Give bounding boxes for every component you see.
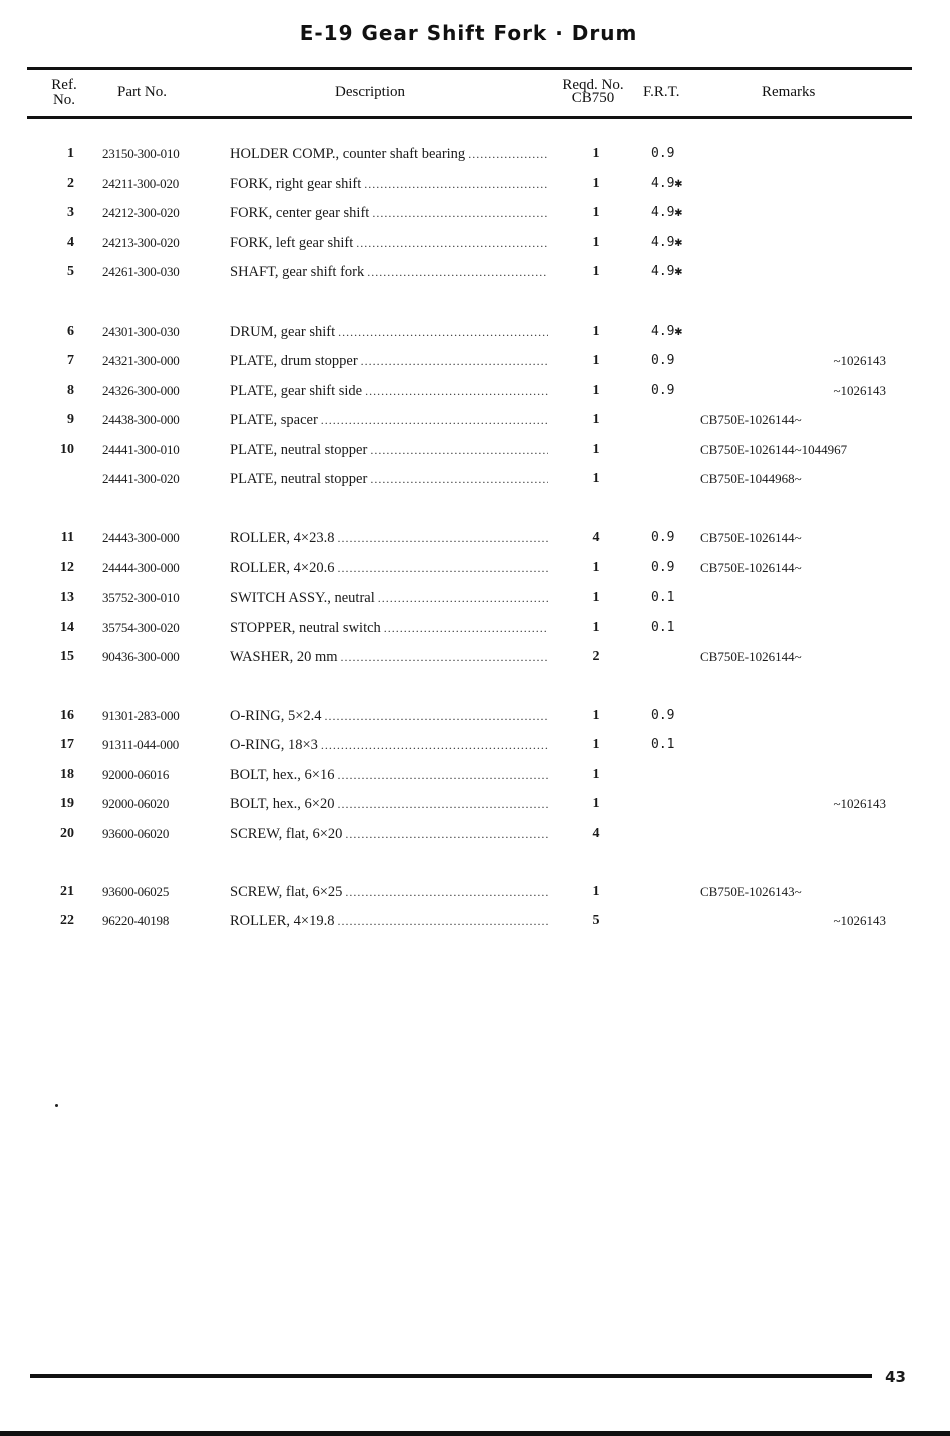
row-description (230, 620, 548, 637)
row-remarks: CB750E-1026144~ (700, 560, 802, 575)
row-description-text: HOLDER COMP., counter shaft bearing (230, 146, 466, 162)
row-part-number: 93600-06025 (102, 884, 170, 899)
row-part-number: 24443-300-000 (102, 530, 180, 545)
row-frt: 0.9 (651, 560, 675, 575)
row-description (230, 884, 548, 901)
row-description-text: FORK, right gear shift (230, 176, 362, 192)
row-part-number: 24213-300-020 (102, 235, 180, 250)
row-remarks: CB750E-1026143~ (700, 884, 802, 899)
row-description-text: SCREW, flat, 6×20 (230, 826, 343, 842)
dot-leader (367, 264, 548, 281)
stray-ink-dot (55, 1104, 58, 1107)
row-remarks: ~1026143 (833, 913, 886, 928)
page-title: E-19 Gear Shift Fork · Drum (299, 21, 638, 45)
row-ref-no: 13 (60, 590, 74, 605)
row-part-number: 96220-40198 (102, 913, 170, 928)
row-ref-no: 12 (60, 560, 74, 575)
row-description (230, 205, 548, 222)
dot-leader (337, 796, 548, 813)
row-quantity: 1 (592, 620, 600, 635)
row-quantity: 1 (592, 560, 600, 575)
row-remarks: CB750E-1026144~1044967 (700, 442, 848, 457)
row-description-text: PLATE, drum stopper (230, 353, 358, 369)
row-ref-no: 16 (60, 708, 74, 723)
row-ref-no: 17 (60, 737, 74, 752)
row-ref-no: 15 (60, 649, 74, 664)
row-quantity: 1 (592, 205, 600, 220)
row-part-number: 24301-300-030 (102, 324, 180, 339)
dot-leader (325, 708, 548, 725)
row-quantity: 4 (592, 530, 600, 545)
row-quantity: 1 (592, 590, 600, 605)
row-ref-no: 1 (67, 146, 74, 161)
row-frt: 4.9✱ (651, 324, 683, 339)
row-description-text: BOLT, hex., 6×16 (230, 767, 335, 783)
row-ref-no: 21 (60, 884, 74, 899)
row-description-text: O-RING, 18×3 (230, 737, 318, 753)
row-frt: 0.9 (651, 708, 675, 723)
row-frt: 4.9✱ (651, 205, 683, 220)
row-remarks: ~1026143 (833, 796, 886, 811)
row-quantity: 1 (592, 767, 600, 782)
row-description-text: STOPPER, neutral switch (230, 620, 381, 636)
row-ref-no: 8 (67, 383, 74, 398)
row-description (230, 530, 548, 547)
row-part-number: 24211-300-020 (102, 176, 180, 191)
dot-leader (364, 176, 548, 193)
dot-leader (370, 471, 548, 488)
row-part-number: 93600-06020 (102, 826, 170, 841)
row-part-number: 35754-300-020 (102, 620, 180, 635)
row-remarks: ~1026143 (833, 353, 886, 368)
row-ref-no: 5 (67, 264, 74, 279)
row-description (230, 913, 548, 930)
row-description (230, 235, 548, 252)
dot-leader (356, 235, 548, 252)
row-description-text: O-RING, 5×2.4 (230, 708, 322, 724)
row-description (230, 176, 548, 193)
row-quantity: 1 (592, 471, 600, 486)
row-quantity: 5 (592, 913, 600, 928)
dot-leader (337, 767, 548, 784)
column-header-description: Description (335, 84, 405, 100)
row-description (230, 649, 548, 666)
row-description (230, 708, 548, 725)
row-part-number: 24212-300-020 (102, 205, 180, 220)
row-part-number: 24441-300-010 (102, 442, 180, 457)
row-ref-no: 18 (60, 767, 74, 782)
row-quantity: 1 (592, 737, 600, 752)
row-quantity: 2 (592, 649, 600, 664)
row-description (230, 826, 548, 843)
row-description-text: ROLLER, 4×23.8 (230, 530, 335, 546)
row-frt: 4.9✱ (651, 264, 683, 279)
row-part-number: 92000-06020 (102, 796, 170, 811)
row-ref-no: 20 (60, 826, 74, 841)
row-remarks: CB750E-1026144~ (700, 412, 802, 427)
row-description (230, 412, 548, 429)
row-description-text: BOLT, hex., 6×20 (230, 796, 335, 812)
dot-leader (321, 412, 548, 429)
dot-leader (370, 442, 548, 459)
dot-leader (345, 826, 548, 843)
row-description (230, 796, 548, 813)
row-ref-no: 6 (67, 324, 74, 339)
row-description (230, 264, 548, 281)
row-ref-no: 9 (67, 412, 74, 427)
row-description-text: FORK, left gear shift (230, 235, 354, 251)
row-ref-no: 22 (60, 913, 74, 928)
row-quantity: 1 (592, 884, 600, 899)
row-remarks: CB750E-1026144~ (700, 649, 802, 664)
row-part-number: 24441-300-020 (102, 471, 180, 486)
row-description (230, 146, 548, 163)
row-description-text: WASHER, 20 mm (230, 649, 338, 665)
row-remarks: CB750E-1044968~ (700, 471, 802, 486)
row-quantity: 1 (592, 796, 600, 811)
row-description (230, 471, 548, 488)
row-description (230, 590, 548, 607)
row-quantity: 1 (592, 708, 600, 723)
dot-leader (337, 913, 548, 930)
row-frt: 0.9 (651, 146, 675, 161)
row-frt: 0.1 (651, 620, 675, 635)
column-header-frt: F.R.T. (643, 84, 680, 100)
row-description-text: ROLLER, 4×20.6 (230, 560, 335, 576)
dot-leader (321, 737, 548, 754)
row-frt: 0.1 (651, 590, 675, 605)
row-part-number: 35752-300-010 (102, 590, 180, 605)
row-quantity: 1 (592, 146, 600, 161)
row-description-text: DRUM, gear shift (230, 324, 336, 340)
row-description (230, 442, 548, 459)
row-description (230, 560, 548, 577)
dot-leader (384, 620, 548, 637)
column-header-ref-line1: Ref. (51, 77, 77, 93)
dot-leader (341, 649, 548, 666)
dot-leader (338, 324, 548, 341)
row-part-number: 24261-300-030 (102, 264, 180, 279)
row-part-number: 23150-300-010 (102, 146, 180, 161)
row-part-number: 91301-283-000 (102, 708, 180, 723)
column-header-remarks: Remarks (762, 84, 816, 100)
dot-leader (372, 205, 548, 222)
row-quantity: 1 (592, 324, 600, 339)
footer-rule (30, 1374, 872, 1378)
row-part-number: 24444-300-000 (102, 560, 180, 575)
dot-leader (468, 146, 548, 163)
row-ref-no: 4 (67, 235, 74, 250)
row-part-number: 91311-044-000 (102, 737, 180, 752)
page-number: 43 (885, 1368, 906, 1386)
row-quantity: 1 (592, 412, 600, 427)
row-part-number: 24321-300-000 (102, 353, 180, 368)
row-frt: 0.1 (651, 737, 675, 752)
row-description-text: PLATE, neutral stopper (230, 471, 368, 487)
row-description (230, 324, 548, 341)
row-ref-no: 2 (67, 176, 74, 191)
dot-leader (337, 560, 548, 577)
row-quantity: 1 (592, 353, 600, 368)
row-remarks: CB750E-1026144~ (700, 530, 802, 545)
row-description-text: PLATE, neutral stopper (230, 442, 368, 458)
column-header-part-no: Part No. (117, 84, 167, 100)
row-quantity: 4 (592, 826, 600, 841)
row-description (230, 383, 548, 400)
row-description-text: SCREW, flat, 6×25 (230, 884, 343, 900)
row-description-text: SHAFT, gear shift fork (230, 264, 365, 280)
column-header-ref-line2: No. (52, 92, 76, 108)
row-quantity: 1 (592, 176, 600, 191)
row-description-text: SWITCH ASSY., neutral (230, 590, 375, 606)
row-part-number: 92000-06016 (102, 767, 170, 782)
dot-leader (378, 590, 548, 607)
row-description-text: PLATE, gear shift side (230, 383, 363, 399)
row-remarks: ~1026143 (833, 383, 886, 398)
row-ref-no: 10 (60, 442, 74, 457)
row-part-number: 24438-300-000 (102, 412, 180, 427)
bottom-edge-rule (0, 1431, 950, 1436)
row-ref-no: 14 (60, 620, 74, 635)
row-frt: 4.9✱ (651, 235, 683, 250)
row-quantity: 1 (592, 442, 600, 457)
row-description-text: ROLLER, 4×19.8 (230, 913, 335, 929)
dot-leader (365, 383, 548, 400)
dot-leader (337, 530, 548, 547)
row-description (230, 737, 548, 754)
row-frt: 0.9 (651, 530, 675, 545)
row-frt: 0.9 (651, 353, 675, 368)
row-ref-no: 3 (67, 205, 74, 220)
row-description (230, 353, 548, 370)
dot-leader (361, 353, 548, 370)
row-part-number: 24326-300-000 (102, 383, 180, 398)
column-header-reqd-line1: Reqd. No. (562, 77, 624, 93)
row-frt: 4.9✱ (651, 176, 683, 191)
row-ref-no: 7 (67, 353, 74, 368)
row-ref-no: 11 (60, 530, 74, 545)
row-description-text: FORK, center gear shift (230, 205, 370, 221)
row-ref-no: 19 (60, 796, 74, 811)
row-frt: 0.9 (651, 383, 675, 398)
row-quantity: 1 (592, 235, 600, 250)
row-description-text: PLATE, spacer (230, 412, 318, 428)
row-description (230, 767, 548, 784)
column-header-reqd-line2: CB750 (571, 90, 615, 106)
row-quantity: 1 (592, 383, 600, 398)
row-part-number: 90436-300-000 (102, 649, 180, 664)
row-quantity: 1 (592, 264, 600, 279)
dot-leader (345, 884, 548, 901)
